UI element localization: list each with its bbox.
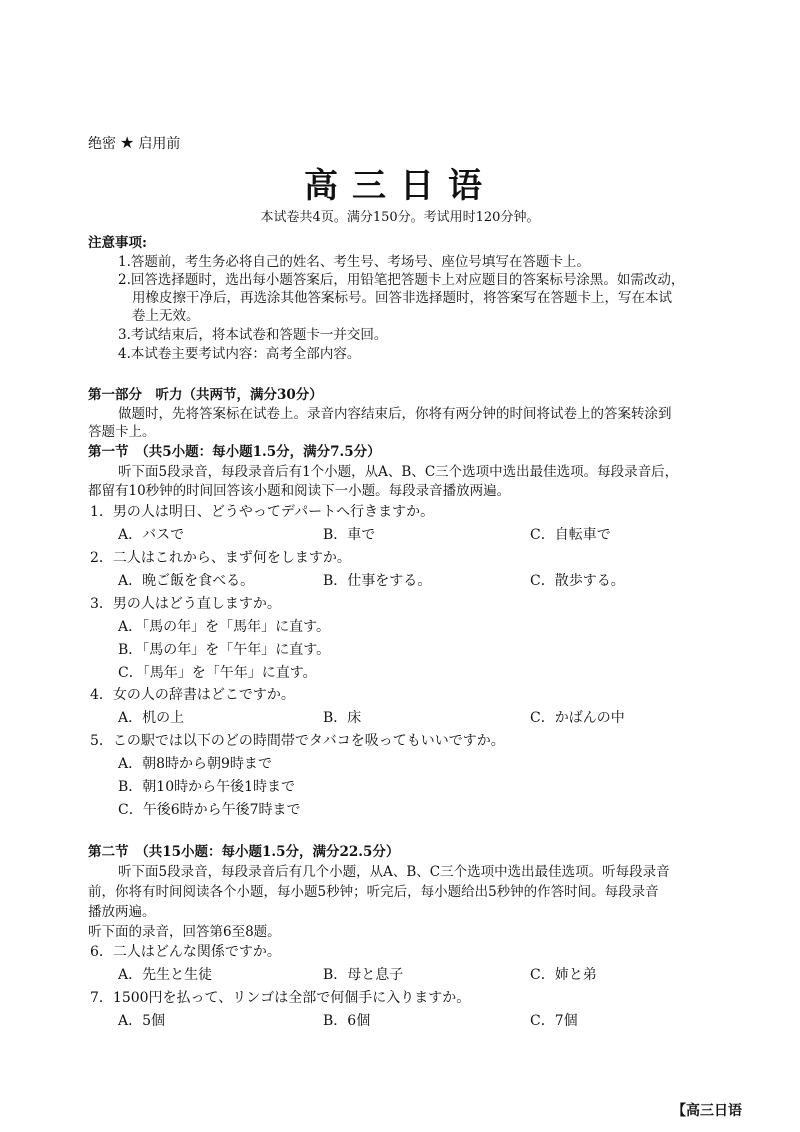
option-c: C．姉と弟 (530, 967, 597, 983)
option-a: A．先生と生徒 (118, 967, 213, 983)
option-b: B．6個 (323, 1013, 371, 1029)
question-3: 3．男の人はどう直しますか。 (90, 596, 281, 612)
section2-intro: 前，你将有时间阅读各个小题，每小题5秒钟；听完后，每小题给出5秒钟的作答时间。每段录音 (88, 884, 659, 900)
footer-label: 【高三日语 (672, 1103, 742, 1119)
page-title: 高三日语 (304, 166, 496, 206)
option-b: B．床 (323, 710, 362, 726)
option-b: B．朝10時から午後1時まで (118, 779, 296, 795)
option-a: A．晩ご飯を食べる。 (118, 573, 255, 589)
question-1: 1．男の人は明日、どうやってデパートへ行きますか。 (90, 504, 435, 520)
section1-intro: 都留有10秒钟的时间回答该小题和阅读下一小题。每段录音播放两遍。 (88, 483, 511, 499)
part1-intro: 做题时，先将答案标在试卷上。录音内容结束后，你将有两分钟的时间将试卷上的答案转涂到 (118, 406, 672, 422)
note-line: 3.考试结束后，将本试卷和答题卡一并交回。 (118, 327, 388, 343)
question-2: 2．二人はこれから、まず何をしますか。 (90, 550, 351, 566)
exam-info: 本试卷共4页。满分150分。考试用时120分钟。 (260, 210, 540, 225)
note-line: 2.回答选择题时，选出每小题答案后，用铅笔把答题卡上对应题目的答案标号涂黑。如需改动， (118, 272, 685, 288)
note-line: 卷上无效。 (132, 308, 200, 324)
notes-heading: 注意事项: (88, 235, 147, 251)
note-line: 1.答题前，考生务必将自己的姓名、考生号、考场号、座位号填写在答题卡上。 (118, 254, 590, 270)
section1-intro: 听下面5段录音，每段录音后有1个小题，从A、B、C三个选项中选出最佳选项。每段录音后， (118, 464, 679, 480)
option-b: B．「馬の年」を「午年」に直す。 (118, 642, 331, 658)
option-c: C．「馬年」を「午年」に直す。 (118, 665, 317, 681)
question-6: 6．二人はどんな関係ですか。 (90, 944, 281, 960)
option-c: C．散歩する。 (530, 573, 625, 589)
part1-intro: 答题卡上。 (88, 424, 156, 440)
option-a: A．バスで (118, 527, 185, 543)
option-a: A．机の上 (118, 710, 185, 726)
confidential-label-2: 启用前 (138, 136, 181, 152)
section2-intro: 播放两遍。 (88, 904, 156, 920)
option-a: A．朝8時から朝9時まで (118, 756, 272, 772)
part1-heading: 第一部分 听力（共两节，满分30分） (88, 387, 323, 403)
option-a: A．「馬の年」を「馬年」に直す。 (118, 619, 330, 635)
option-b: B．車で (323, 527, 376, 543)
section2-instruction: 听下面的录音，回答第6至8题。 (88, 924, 281, 940)
question-4: 4．女の人の辞書はどこですか。 (90, 687, 295, 703)
option-a: A．5個 (118, 1013, 166, 1029)
option-c: C．午後6時から午後7時まで (118, 802, 301, 818)
section1-heading: 第一节 （共5小题：每小题1.5分，满分7.5分） (88, 444, 381, 460)
note-line: 用橡皮擦干净后，再选涂其他答案标号。回答非选择题时，将答案写在答题卡上，写在本试 (132, 290, 672, 306)
question-5: 5．この駅では以下のどの時間帯でタバコを吸ってもいいですか。 (90, 733, 505, 749)
option-c: C．かばんの中 (530, 710, 625, 726)
option-b: B．母と息子 (323, 967, 404, 983)
question-7: 7．1500円を払って、リンゴは全部で何個手に入りますか。 (90, 990, 471, 1006)
note-line: 4.本试卷主要考试内容：高考全部内容。 (118, 346, 361, 362)
section2-heading: 第二节 （共15小题：每小题1.5分，满分22.5分） (88, 844, 400, 860)
confidential-label: 绝密 (88, 136, 116, 152)
option-c: C．自転車で (530, 527, 611, 543)
option-b: B．仕事をする。 (323, 573, 432, 589)
section2-intro: 听下面5段录音，每段录音后有几个小题，从A、B、C三个选项中选出最佳选项。听每段录音 (118, 864, 670, 880)
option-c: C．7個 (530, 1013, 578, 1029)
star-icon: ★ (120, 133, 135, 152)
confidential-mark (88, 133, 180, 153)
